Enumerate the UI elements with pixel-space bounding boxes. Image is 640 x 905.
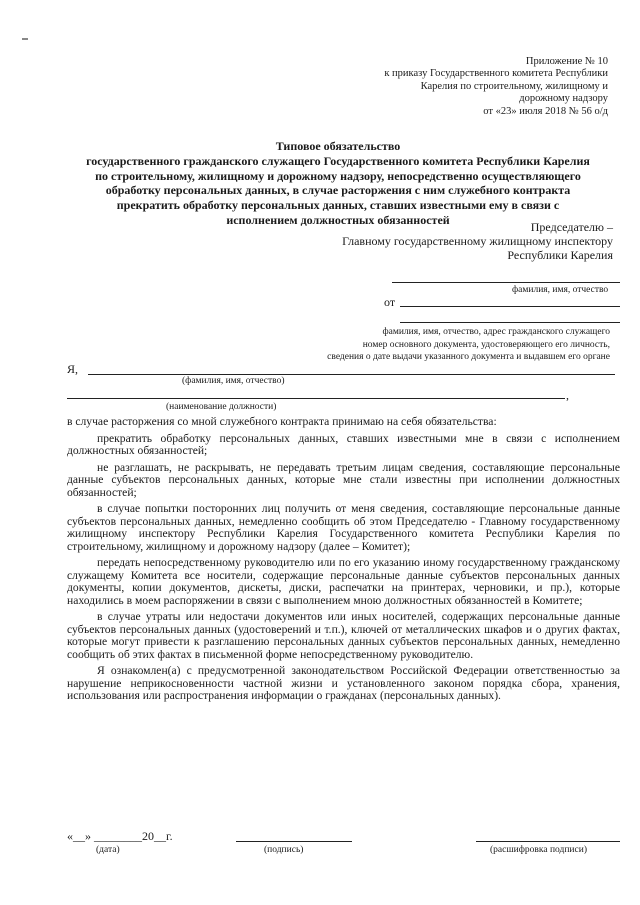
addressee-line-1: Председателю – bbox=[530, 220, 613, 234]
addressee-fio-caption: фамилия, имя, отчество bbox=[512, 285, 609, 295]
body-paragraph-1: в случае расторжения со мной служебного контракта принимаю на себя обязательства: bbox=[67, 415, 497, 428]
addressee-line-3: Республики Карелия bbox=[507, 248, 613, 262]
from-caption-1: фамилия, имя, отчество, адрес гражданского служащего bbox=[382, 327, 610, 337]
position-comma: , bbox=[566, 388, 569, 402]
addressee-line-2: Главному государственному жилищному инспектору bbox=[342, 234, 613, 248]
from-captions bbox=[327, 326, 610, 364]
appendix-line-5: от «23» июля 2018 № 56 о/д bbox=[483, 105, 608, 117]
declarant-fio-line[interactable] bbox=[88, 374, 615, 375]
body-paragraph-6: в случае утраты или недостачи документов или иных носителей, содержащих персональные данные субъектов персональных данных (удостоверений и т.п.), ключей от металлических шкафов и о других фактах, которые могут привести к разглашению персональных данных субъектов персональных данных, немедленно сообщить об этих фактах в письменной форме непосредственному руководителю. bbox=[67, 610, 620, 661]
appendix-line-3: Карелия по строительному, жилищному и bbox=[420, 80, 608, 92]
declarant-position-line[interactable] bbox=[67, 398, 565, 399]
from-line-1[interactable] bbox=[400, 306, 620, 307]
ya-label: Я, bbox=[67, 362, 79, 376]
signature-caption: (подпись) bbox=[264, 845, 304, 855]
scan-mark bbox=[22, 38, 28, 40]
appendix-line-4: дорожному надзору bbox=[519, 93, 608, 105]
from-line-2[interactable] bbox=[400, 322, 620, 323]
signature-decode-line[interactable] bbox=[476, 841, 620, 842]
from-caption-3: сведения о дате выдачи указанного документа и выдавшем его органе bbox=[327, 352, 610, 362]
date-caption: (дата) bbox=[96, 845, 120, 855]
from-caption-2: номер основного документа, удостоверяющего его личность, bbox=[362, 339, 610, 350]
body-paragraph-3: не разглашать, не раскрывать, не передавать третьим лицам сведения, составляющие персональные данные субъектов персональных данных, которые мне стали известны при исполнении должностных обязанностей; bbox=[67, 460, 620, 499]
title-line-3: по строительному, жилищному и дорожному надзору, непосредственно осуществляющего bbox=[95, 168, 581, 183]
body-paragraph-2: прекратить обработку персональных данных, ставших известными мне в связи с исполнением должностных обязанностей; bbox=[67, 431, 620, 457]
appendix-line-1: Приложение № 10 bbox=[525, 56, 608, 67]
body-paragraph-4: в случае попытки посторонних лиц получить от меня сведения, составляющие персональные данные субъектов персональных данных, немедленно сообщить об этом Председателю - Главному государственному жилищному инспектору Республики Карелия Государственного комитета Республики Карелия по строительному, жилищному и дорожному надзору (далее – Комитет); bbox=[67, 502, 620, 553]
addressee-block bbox=[342, 220, 613, 262]
declarant-position-caption: (наименование должности) bbox=[166, 402, 277, 412]
date-field[interactable]: «__» ________20__г. bbox=[67, 829, 173, 843]
title-line-2: государственного гражданского служащего Государственного комитета Республики Карелия bbox=[86, 153, 590, 168]
appendix-line-2: к приказу Государственного комитета Республики bbox=[384, 68, 608, 80]
signature-line[interactable] bbox=[236, 841, 352, 842]
body-paragraph-5: передать непосредственному руководителю или по его указанию иному государственному гражданскому служащему Комитета все носители, содержащие персональные данные субъектов персональных данных документы, копии документов, дискеты, диски, распечатки на принтерах, черновики, и пр.), которые находились в моем распоряжении в связи с выполнением мною должностных обязанностей в Комитете; bbox=[67, 556, 620, 607]
title-line-4: обработку персональных данных, в случае расторжения с ним служебного контракта bbox=[105, 183, 571, 198]
title-line-5: прекратить обработку персональных данных, ставших известными ему в связи с bbox=[116, 198, 560, 213]
body-paragraph-7: Я ознакомлен(а) с предусмотренной законодательством Российской Федерации ответственностью за нарушение неприкосновенности частной жизни и установленного законом порядка сбора, хранения, использования или распространения информации о гражданах (персональных данных). bbox=[67, 664, 620, 702]
from-label: от bbox=[384, 295, 396, 309]
title-line-6: исполнением должностных обязанностей bbox=[226, 212, 450, 227]
document-title bbox=[56, 139, 620, 228]
obligations-text bbox=[67, 416, 620, 707]
declarant-fio-caption: (фамилия, имя, отчество) bbox=[182, 376, 285, 386]
addressee-fio-line[interactable] bbox=[392, 282, 620, 283]
signature-decode-caption: (расшифровка подписи) bbox=[490, 845, 587, 855]
title-line-1: Типовое обязательство bbox=[275, 139, 401, 153]
appendix-block bbox=[384, 56, 608, 118]
